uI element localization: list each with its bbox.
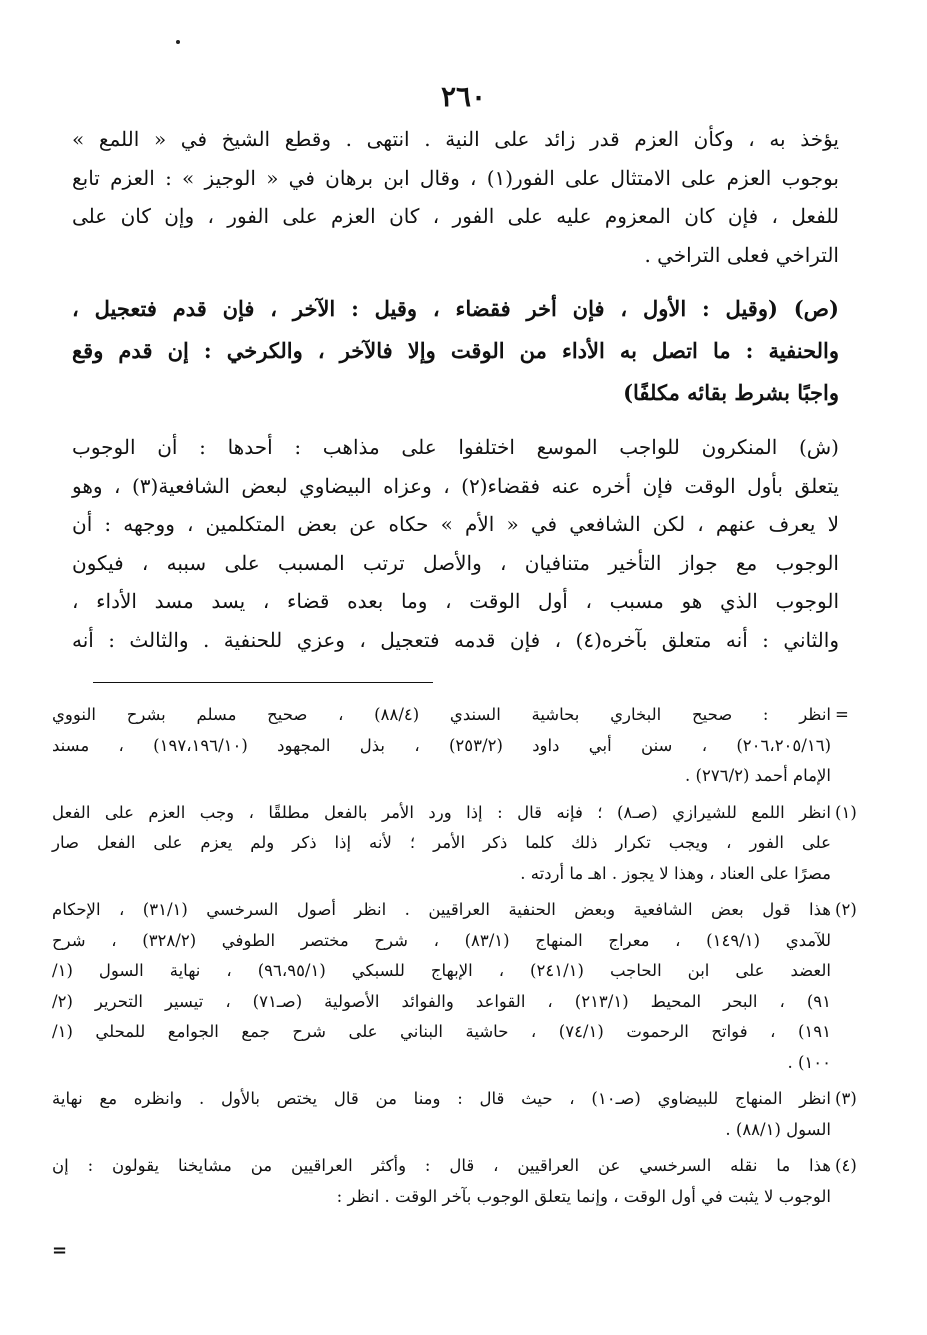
matn-paragraph bbox=[72, 288, 839, 414]
footnote-line: (٣) انظر المنهاج للبيضاوي (صـ١٠) ، حيث قال : ومنا من قال يختص بالأول . وانظره مع نهاية bbox=[52, 1084, 831, 1115]
main-text bbox=[72, 120, 839, 659]
footnote-separator bbox=[93, 682, 433, 683]
footnote-line: (٢٠٦،٢٠٥/١٦) ، سنن أبي داود (٢٥٣/٢) ، بذل المجهود (١٩٧،١٩٦/١٠) ، مسند bbox=[52, 735, 832, 755]
text-line: يؤخذ به ، وكأن العزم قدر زائد على النية . انتهى . وقطع الشيخ في « اللمع » bbox=[72, 127, 839, 151]
footnote-marker: (١) bbox=[835, 802, 857, 822]
footnote-line: على الفور ، ويجب تكرار ذلك كلما ذكر الأمر ؛ لأنه إذا ذكر ولم يعزم على الفعل صار bbox=[52, 833, 831, 852]
footnote-line: ٩١) ، البحر المحيط (٢١٣/١) ، القواعد والفوائد الأصولية (صـ٧١) ، تيسير التحرير (٢/ bbox=[52, 991, 831, 1011]
footnote-line: العضد على ابن الحاجب (٢٤١/١) ، الإبهاج للسبكي (٩٦،٩٥/١) ، نهاية السول (١/ bbox=[52, 961, 831, 980]
text-line: (ش) المنكرون للواجب الموسع اختلفوا على مذاهب : أحدها : أن الوجوب bbox=[72, 435, 839, 459]
footnote-line: الوجوب لا يثبت في أول الوقت ، وإنما يتعلق الوجوب بآخر الوقت . انظر : bbox=[336, 1186, 831, 1206]
footnote-line: (٢) هذا قول بعض الشافعية وبعض الحنفية العراقيين . انظر أصول السرخسي (٣١/١) ، الإحكام bbox=[52, 895, 831, 926]
text-line: بوجوب العزم على الامتثال على الفور(١) ، وقال ابن برهان في « الوجيز » : العزم تابع bbox=[72, 165, 839, 190]
text-line: الوجوب مع جواز التأخير متنافيان ، والأصل ترتب المسبب على سببه ، فيكون bbox=[72, 550, 839, 575]
footnote-line: الإمام أحمد (٢٧٦/٢) . bbox=[685, 766, 831, 785]
matn-line: واجبًا بشرط بقائه مكلفًا) bbox=[623, 380, 839, 405]
footnote-line: مصرًا على العناد ، وهذا لا يجوز . اهـ ما أردته . bbox=[520, 863, 831, 883]
footnote-line: السول (٨٨/١) . bbox=[725, 1119, 831, 1139]
footnote-marker: (٢) bbox=[835, 900, 857, 919]
footnote-2 bbox=[52, 895, 857, 1078]
footnote-line: ١٠٠) . bbox=[787, 1052, 831, 1072]
text-line: التراخي فعلى التراخي . bbox=[644, 242, 839, 267]
footnote-marker: = bbox=[835, 705, 849, 724]
footnote-3 bbox=[52, 1084, 857, 1145]
stray-dot bbox=[176, 40, 180, 44]
footnote-line: = انظر : صحيح البخاري بحاشية السندي (٨٨/٤) ، صحيح مسلم بشرح النووي bbox=[52, 700, 831, 731]
footnote-line: للآمدي (١٤٩/١) ، معراج المنهاج (٨٣/١) ، شرح مختصر الطوفي (٣٢٨/٢) ، شرح bbox=[52, 930, 831, 950]
continuation-mark: = bbox=[52, 1240, 68, 1261]
footnote-1 bbox=[52, 798, 857, 890]
text-line: لا يعرف عنهم ، لكن الشافعي في « الأم » حكاه عن بعض المتكلمين ، ووجهه : أن bbox=[72, 512, 839, 536]
matn-line: والحنفية : ما اتصل به الأداء من الوقت وإلا فالآخر ، والكرخي : إن قدم وقع bbox=[72, 338, 839, 363]
footnote-marker: (٤) bbox=[835, 1156, 857, 1175]
sharh-paragraph bbox=[72, 428, 839, 659]
footnote-line: ١٩١) ، فواتح الرحموت (٧٤/١) ، حاشية البناني على شرح جمع الجوامع للمحلي (١/ bbox=[52, 1022, 831, 1041]
text-line: والثاني : أنه متعلق بآخره(٤) ، فإن قدمه فتعجيل ، وعزي للحنفية . والثالث : أنه bbox=[72, 627, 839, 652]
footnote-line: (١) انظر اللمع للشيرازي (صـ٨) ؛ فإنه قال : إذا ورد الأمر بالفعل مطلقًا ، وجب العزم على الفعل bbox=[52, 798, 831, 829]
footnotes bbox=[52, 700, 857, 1218]
footnote-marker: (٣) bbox=[835, 1089, 857, 1108]
matn-line: (ص) (وقيل : الأول ، فإن أخر فقضاء ، وقيل : الآخر ، فإن قدم فتعجيل ، bbox=[72, 296, 839, 321]
text-line: للفعل ، فإن كان المعزوم عليه على الفور ، كان العزم على الفور ، وإن كان على bbox=[72, 204, 839, 228]
text-line: يتعلق بأول الوقت فإن أخره عنه فقضاء(٢) ، وعزاه البيضاوي لبعض الشافعية(٣) ، وهو bbox=[72, 473, 839, 498]
page-number: ٢٦٠ bbox=[440, 80, 487, 113]
body-paragraph bbox=[72, 120, 839, 274]
footnote-line: (٤) هذا ما نقله السرخسي عن العراقيين ، قال : وأكثر العراقيين من مشايخنا يقولون : إن bbox=[52, 1151, 831, 1182]
footnote-4 bbox=[52, 1151, 857, 1212]
text-line: الوجوب الذي هو مسبب ، أول الوقت ، وما بعده قضاء ، يسد مسد الأداء ، bbox=[72, 589, 839, 613]
footnote-continued bbox=[52, 700, 849, 792]
